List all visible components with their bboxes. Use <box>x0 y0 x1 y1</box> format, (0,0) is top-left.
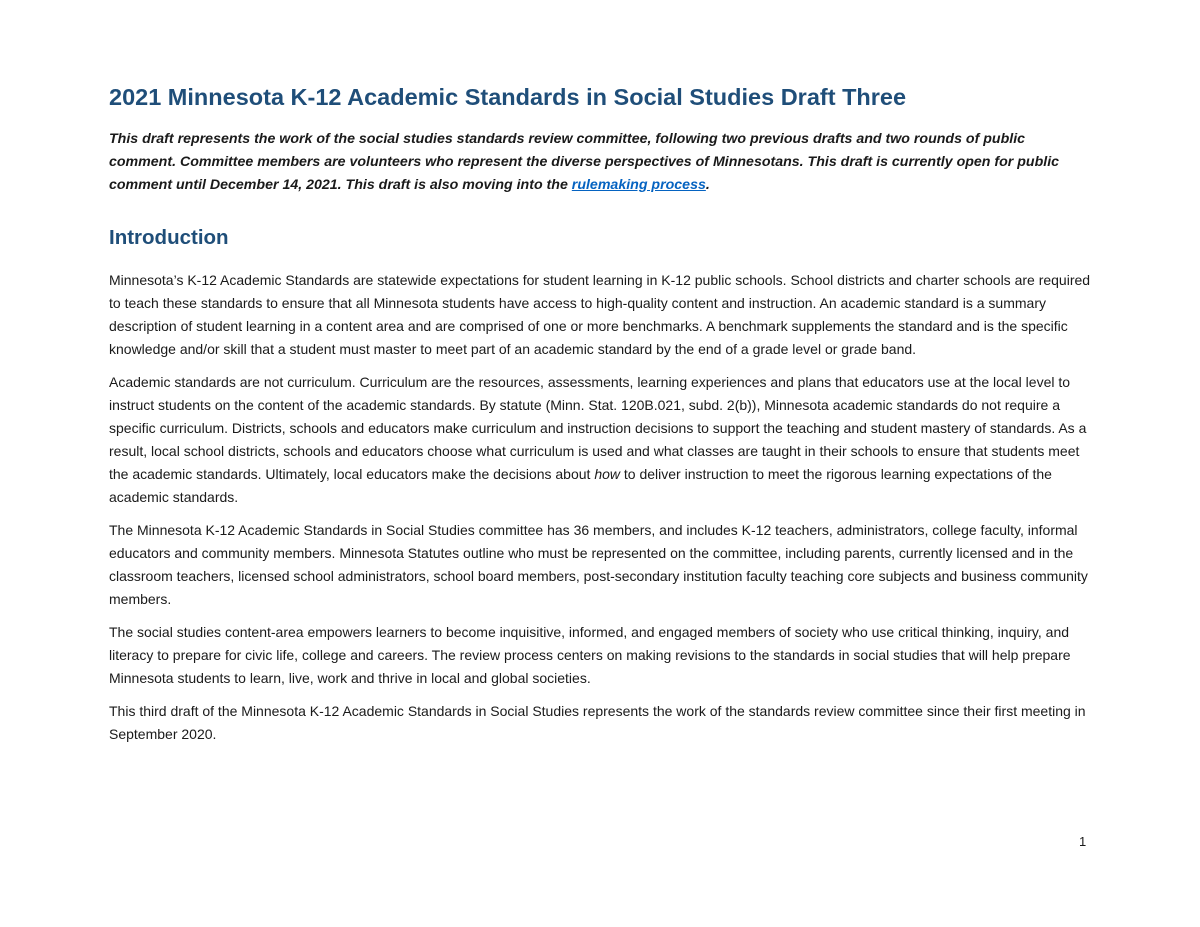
paragraph-curriculum <box>109 371 1094 509</box>
draft-note <box>109 128 1094 197</box>
paragraph-standards-definition: Minnesota’s K-12 Academic Standards are statewide expectations for student learning in K-12 public schools. School districts and charter schools are required to teach these standards to ensure that all Minnesota students have access to high-quality content and instruction. An academic standard is a summary description of student learning in a content area and are comprised of one or more benchmarks. A benchmark supplements the standard and is the specific knowledge and/or skill that a student must master to meet part of an academic standard by the end of a grade level or grade band. <box>109 272 1091 357</box>
paragraph-third-draft: This third draft of the Minnesota K-12 Academic Standards in Social Studies represents the work of the standards review committee since their first meeting in September 2020. <box>109 703 1086 742</box>
emphasis-how: how <box>594 466 621 482</box>
paragraph-content-area: The social studies content-area empowers learners to become inquisitive, informed, and engaged members of society who use critical thinking, inquiry, and literacy to prepare for civic life, college and careers. The review process centers on making revisions to the standards in social studies that will help prepare Minnesota students to learn, live, work and thrive in local and global societies. <box>109 624 1071 686</box>
page-number: 1 <box>1079 834 1087 849</box>
paragraph-curriculum-end: to deliver instruction to meet the rigorous learning expectations of the academic standards. <box>109 466 1052 505</box>
page-content <box>109 84 1094 746</box>
paragraph-committee: The Minnesota K-12 Academic Standards in Social Studies committee has 36 members, and includes K-12 teachers, administrators, college faculty, informal educators and community members. Minnesota Statutes outline who must be represented on the committee, including parents, currently licensed and in the classroom teachers, licensed school administrators, school board members, post-secondary institution faculty teaching core subjects and business community members. <box>109 522 1088 607</box>
document-title: 2021 Minnesota K-12 Academic Standards in Social Studies Draft Three <box>109 84 907 110</box>
rulemaking-process-link[interactable]: rulemaking process <box>571 177 706 193</box>
paragraph-curriculum-text: Academic standards are not curriculum. Curriculum are the resources, assessments, learning experiences and plans that educators use at the local level to instruct students on the content of the academic standards. By statute (Minn. Stat. 120B.021, subd. 2(b)), Minnesota academic standards do not require a specific curriculum. Districts, schools and educators make curriculum and instruction decisions to support the teaching and student mastery of standards. As a result, local school districts, schools and educators choose what curriculum is used and what classes are taught in their schools to ensure that students meet the academic standards. Ultimately, local educators make the decisions about <box>109 374 1087 482</box>
section-heading-introduction: Introduction <box>109 226 229 249</box>
draft-note-text: This draft represents the work of the social studies standards review committee, following two previous drafts and two rounds of public comment. Committee members are volunteers who represent the diverse perspectives of Minnesotans. This draft is currently open for public comment until December 14, 2021. This draft is also moving into the <box>109 131 1060 193</box>
draft-note-end: . <box>705 177 710 193</box>
